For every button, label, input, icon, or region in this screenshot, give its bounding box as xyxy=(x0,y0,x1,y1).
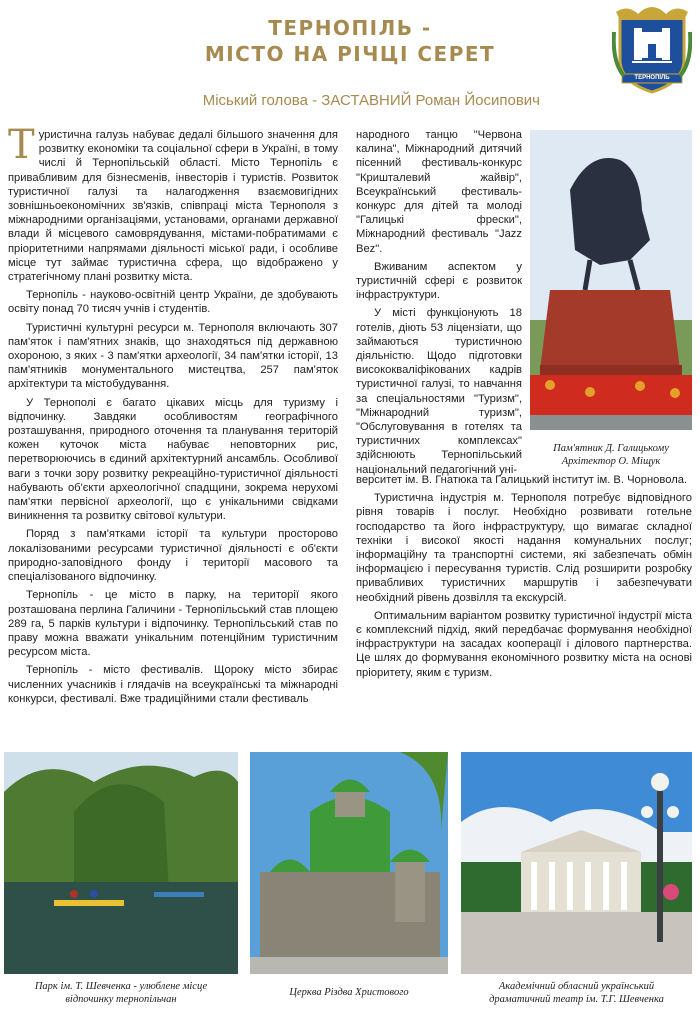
article-column-right-bottom xyxy=(356,473,692,684)
coat-of-arms-label: ТЕРНОПІЛЬ xyxy=(634,75,670,81)
monument-photo xyxy=(530,130,692,430)
paragraph: Тернопіль - науково-освітній центр України, де здобувають освіту понад 70 тисяч учнів і студентів. xyxy=(8,289,338,316)
paragraph: Туристичні культурні ресурси м. Тернополя включають 307 пам'яток і пам'ятних знаків, що знаходяться під державною охороною, з яких - 3 пам'ятки археології, 34 пам'ятки історії, 13 пам'ятників монументального мистецтва, 257 пам'яток архітектури та містобудування. xyxy=(8,321,338,391)
paragraph: Оптимальним варіантом розвитку туристичної індустрії міста є комплексний підхід, який передбачає формування необхідної інфраструктури на засадах кооперації і ділового партнерства. Це шлях до формування економічного розвитку міста на основі пріоритету, яким є туризм. xyxy=(356,609,692,679)
caption-line: Академічний обласний український xyxy=(498,981,655,992)
coat-of-arms-icon xyxy=(612,2,692,94)
article-column-left xyxy=(8,122,338,710)
mayor-subtitle: Міський голова - ЗАСТАВНИЙ Роман Йосипович xyxy=(202,92,540,109)
paragraph: Туристична індустрія м. Тернополя потребує відповідного рівня товарів і послуг. Необхідно розвивати готельне господарство та його інфраструктуру, що вимагає складної техніки і високої якості надання комунальних послуг; інформаційну та транспортні системи, які забезпечать обмін інформацією і пересування туристів. Слід розширити розробку привабливих туристичних маршрутів і забезпечувати необхідний рівень дозвілля та екскурсій. xyxy=(356,492,692,604)
caption-line: драматичний театр ім. Т.Г. Шевченка xyxy=(489,994,664,1005)
paragraph: Тернопіль - це місто в парку, на території якого розташована перлина Галичини - Тернопільський став площею 289 га, 5 парків культури і відпочинку. Тернопільський став по праву можна вважати унікальним потенційним туристичним ресурсом міста. xyxy=(8,589,338,659)
paragraph: Вживаним аспектом у туристичній сфері є розвиток інфраструктури. xyxy=(356,260,522,302)
park-photo xyxy=(4,752,238,974)
caption-line: Архітектор О. Міщук xyxy=(561,456,661,467)
page-title-line2: МІСТО НА РІЧЦІ СЕРЕТ xyxy=(204,42,496,66)
caption-line: Пам'ятник Д. Галицькому xyxy=(553,443,669,454)
caption-line: Парк ім. Т. Шевченка - улюблене місце xyxy=(34,981,208,992)
paragraph: Поряд з пам'ятками історії та культури просторово локалізованими ресурсами туристичної діяльності є об'єкти природно-заповідного фонду і території масового та спеціалізованого відпочинку. xyxy=(8,528,338,584)
paragraph: верситет ім. В. Гнатюка та Галицький інститут ім. В. Чорновола. xyxy=(356,474,688,486)
park-caption xyxy=(4,980,238,1006)
paragraph: У Тернополі є багато цікавих місць для туризму і відпочинку. Завдяки особливостям географічного розташування, природного оточення та планування територій кожен куточок міста набуває неповторних рис, перетворюючись в єдиний архітектурний ансамбль. Особливої ваги з точки зору розвитку рекреаційно-туристичної діяльності набувають об'єкти археологічної спадщини, зокрема нерухомі пам'ятки первісної археології, що є унікальними свідками виникнення та розвитку світової культури. xyxy=(8,396,338,523)
church-caption: Церква Різдва Христового xyxy=(289,987,409,998)
caption-line: відпочинку тернопільчан xyxy=(65,994,177,1005)
page-title-line1: ТЕРНОПІЛЬ - xyxy=(268,16,432,40)
paragraph: Тернопіль - місто фестивалів. Щороку місто збирає численних учасників і глядачів на всеукраїнські та міжнародні конкурси, фестивалі. Вже традиційними стали фестиваль xyxy=(8,664,338,705)
theatre-caption xyxy=(461,980,692,1006)
paragraph-intro-text: уристична галузь набуває дедалі більшого значення для розвитку економіки та соціальної сфери в Україні, в тому числі й Тернопільській області. Місто Тернопіль є привабливим для бізнесменів, інвесторів і туристів. Розвиток туристичної галузі та налагодження взаємовигідних зовнішньоекономічних зв'язків, співпраці міста Тернополя з міжнародними організаціями, установами, органами державної влади й місцевого самоврядування, містами-побратимами є пріоритетними напрямами діяльності міської ради, і особливе місце тут займає туристична сфера, що відображено у стратегічному плані розвитку міста. xyxy=(8,129,338,284)
theatre-photo xyxy=(461,752,692,974)
paragraph: У місті функціонують 18 готелів, діють 53 ліцензіати, що займаються туристичною діяльністю. Щодо підготовки висококваліфікованих кадрів туристичної галузі, то навчання за спеціальностями "Туризм", "Міжнародний туризм", "Обслуговування в готелях та туристичних комплексах" здійснюють Тернопільський національний педагогічний уні- xyxy=(356,307,522,476)
article-column-right-top xyxy=(356,128,522,481)
monument-caption xyxy=(530,442,692,468)
drop-cap: Т xyxy=(8,122,35,168)
paragraph: народного танцю "Червона калина", Міжнародний дитячий пісенний фестиваль-конкурс "Кришталевий жайвір", Всеукраїнський фестиваль-конкурс для дітей та молоді "Галицькі фрески", Міжнародний фестиваль "Jazz Bez". xyxy=(356,129,522,255)
paragraph-intro xyxy=(8,122,338,284)
church-photo xyxy=(250,752,448,974)
